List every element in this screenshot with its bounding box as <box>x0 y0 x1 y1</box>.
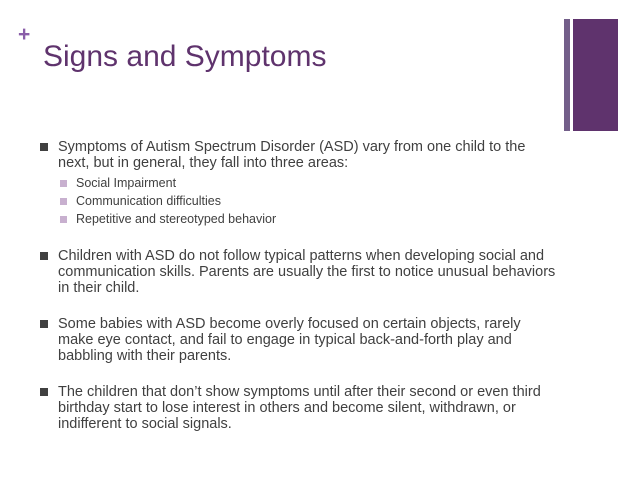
plus-icon: + <box>18 23 31 46</box>
sub-bullet-item <box>58 174 560 192</box>
accent-bar-thin <box>564 19 570 131</box>
square-sub-bullet-icon <box>60 180 67 187</box>
bullet-text: Children with ASD do not follow typical patterns when developing social and communication skills. Parents are usually the first to notice unusual behaviors in their child. <box>58 248 556 296</box>
accent-bar-thick <box>573 19 618 131</box>
sub-bullet-text: Repetitive and stereotyped behavior <box>76 212 277 226</box>
square-sub-bullet-icon <box>60 198 67 205</box>
sub-bullet-text: Communication difficulties <box>76 194 221 208</box>
sub-bullet-item <box>58 210 560 228</box>
slide-content <box>40 139 560 452</box>
sub-bullet-item <box>58 192 560 210</box>
slide-title: Signs and Symptoms <box>43 40 327 73</box>
bullet-text: Symptoms of Autism Spectrum Disorder (ASD) vary from one child to the next, but in general, they fall into three areas: <box>58 139 526 171</box>
bullet-item <box>40 316 560 364</box>
square-bullet-icon <box>40 143 48 151</box>
square-bullet-icon <box>40 320 48 328</box>
bullet-item <box>40 248 560 296</box>
square-sub-bullet-icon <box>60 216 67 223</box>
bullet-text: The children that don’t show symptoms until after their second or even third birthday start to lose interest in others and become silent, withdrawn, or indifferent to social signals. <box>58 384 541 432</box>
square-bullet-icon <box>40 388 48 396</box>
bullet-item <box>40 139 560 228</box>
sub-bullet-text: Social Impairment <box>76 176 177 190</box>
bullet-item <box>40 384 560 432</box>
sub-bullet-list <box>58 174 560 228</box>
square-bullet-icon <box>40 252 48 260</box>
bullet-text: Some babies with ASD become overly focused on certain objects, rarely make eye contact, and fail to engage in typical back-and-forth play and babbling with their parents. <box>58 316 521 364</box>
